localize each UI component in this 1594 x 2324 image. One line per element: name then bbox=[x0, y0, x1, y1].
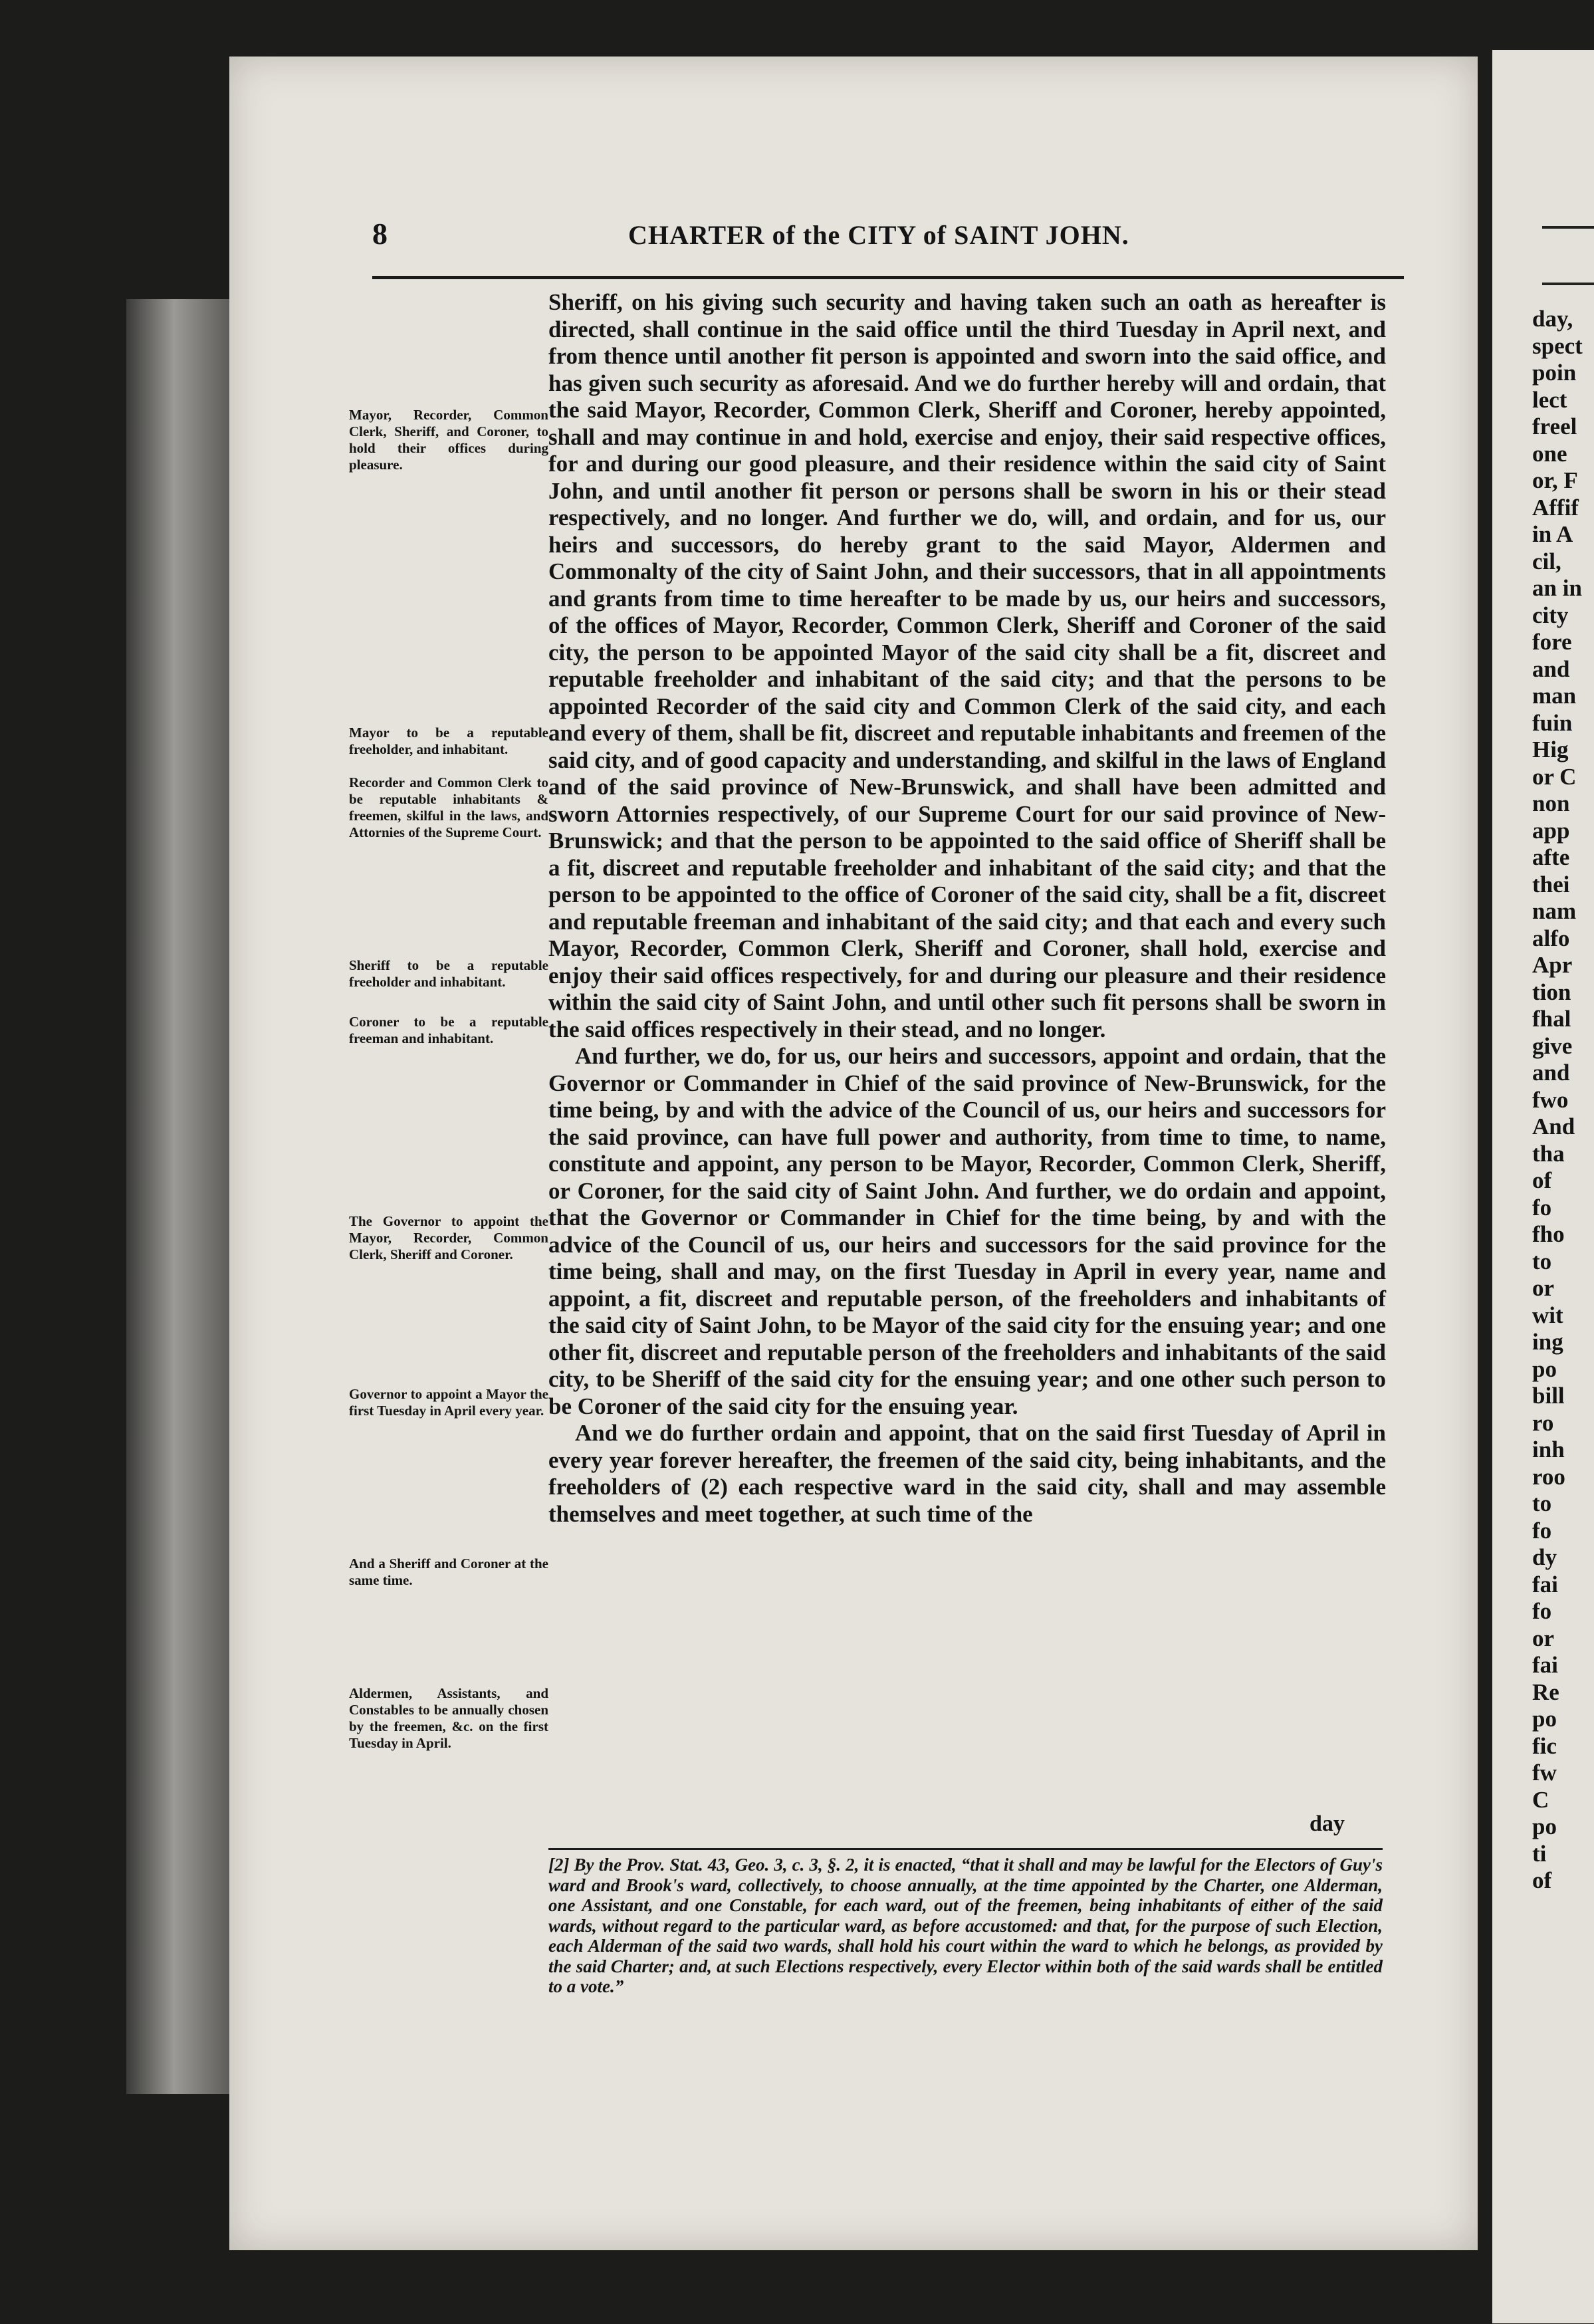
marginal-note: And a Sheriff and Coroner at the same time. bbox=[349, 1556, 548, 1588]
facing-page-line: of bbox=[1532, 1867, 1552, 1893]
catchword: day bbox=[1309, 1811, 1345, 1836]
facing-page-line: man bbox=[1532, 683, 1577, 709]
facing-page-line: po bbox=[1532, 1813, 1557, 1839]
facing-page-line: of bbox=[1532, 1167, 1552, 1193]
facing-page-rule bbox=[1542, 226, 1594, 229]
facing-page-line: fai bbox=[1532, 1571, 1558, 1597]
facing-page-line: to bbox=[1532, 1248, 1552, 1274]
marginal-note: Sheriff to be a reputable freeholder and inhabitant. bbox=[349, 957, 548, 990]
marginal-note: The Governor to appoint the Mayor, Recorder, Common Clerk, Sheriff and Coroner. bbox=[349, 1213, 548, 1262]
footnote: [2] By the Prov. Stat. 43, Geo. 3, c. 3, §. 2, it is enacted, “that it shall and may be lawful for the Electors of Guy's ward and Brook's ward, collectively, to choose annually, at the time appointed by the Charter, one Alderman, one Assistant, and one Constable, for each ward, out of the freemen, being inhabitants of either of the said wards, without regard to the particular ward, as before accustomed: and that, for the purpose of such Election, each Alderman of the said two wards, shall hold his court within the ward to which he belongs, as provided by the said Charter; and, at such Elections respectively, every Elector within both of the said wards shall be entitled to a vote.” bbox=[548, 1855, 1383, 1996]
facing-page-line: fo bbox=[1532, 1194, 1552, 1220]
facing-page-line: afte bbox=[1532, 844, 1570, 870]
facing-page-text bbox=[1532, 306, 1594, 1895]
facing-page-line: and bbox=[1532, 1060, 1570, 1086]
facing-page-line: freel bbox=[1532, 413, 1577, 439]
facing-page-line: tha bbox=[1532, 1140, 1565, 1167]
facing-page-line: alfo bbox=[1532, 925, 1570, 951]
facing-page-line: one bbox=[1532, 440, 1567, 467]
facing-page-line: to bbox=[1532, 1490, 1552, 1516]
facing-page-line: po bbox=[1532, 1706, 1557, 1732]
paragraph: Sheriff, on his giving such security and having taken such an oath as hereafter is directed, shall continue in the said office until the third Tuesday in April next, and from thence until another fit person is appointed and sworn into the said office, and has given such security as aforesaid. And we do further hereby will and ordain, that the said Mayor, Recorder, Common Clerk, Sheriff and Coroner, hereby appointed, shall and may continue in and hold, exercise and enjoy, their said respective offices, for and during our good pleasure, and their residence within the said city of Saint John, and until another fit person or persons shall be sworn in his or their stead respectively, and no longer. And further we do, will, and ordain, and for us, our heirs and successors, do hereby grant to the said Mayor, Aldermen and Commonalty of the city of Saint John, and their successors, that in all appointments and grants from time to time hereafter to be made by us, our heirs and successors, of the offices of Mayor, Recorder, Common Clerk, Sheriff and Coroner of the said city, the person to be appointed Mayor of the said city shall be a fit, discreet and reputable freeholder and inhabitant of the said city; and that the persons to be appointed Recorder of the said city and Common Clerk of the said city, and each and every of them, shall be fit, discreet and reputable inhabitants and freemen of the said city, and of good capacity and understanding, and skilful in the laws of England and of the said province of New-Brunswick, and shall have been admitted and sworn Attornies respectively, of our Supreme Court for our said province of New-Brunswick; and that the person to be appointed to the said office of Sheriff shall be a fit, discreet and reputable freeholder and inhabitant of the said city; and that the person to be appointed to the office of Coroner of the said city, shall be a fit, discreet and reputable freeman and inhabitant of the said city; and that each and every such Mayor, Recorder, Common Clerk, Sheriff and Coroner, shall hold, exercise and enjoy their said offices respectively, for and during our pleasure and their residence within the said city of Saint John, and until other such fit persons shall be sworn in the said offices respectively in their stead, and no longer. bbox=[548, 289, 1386, 1042]
marginal-note: Aldermen, Assistants, and Constables to be annually chosen by the freemen, &c. on the first Tuesday in April. bbox=[349, 1685, 548, 1751]
page-number: 8 bbox=[372, 217, 388, 251]
facing-page-line: wit bbox=[1532, 1302, 1563, 1328]
marginal-note: Mayor to be a reputable freeholder, and inhabitant. bbox=[349, 725, 548, 757]
facing-page-line: in A bbox=[1532, 521, 1573, 547]
facing-page-line: day, bbox=[1532, 306, 1573, 332]
facing-page-line: city bbox=[1532, 602, 1569, 628]
facing-page-line: fo bbox=[1532, 1517, 1552, 1544]
facing-page-line: spect bbox=[1532, 332, 1583, 359]
scan-edge-shadow bbox=[126, 299, 233, 2094]
facing-page-line: bill bbox=[1532, 1383, 1565, 1409]
facing-page-line: lect bbox=[1532, 386, 1567, 413]
facing-page-line: fw bbox=[1532, 1760, 1557, 1786]
facing-page-line: app bbox=[1532, 817, 1570, 844]
facing-page-line: Hig bbox=[1532, 737, 1569, 762]
facing-page-line: Apr bbox=[1532, 952, 1573, 978]
facing-page-line: fho bbox=[1532, 1221, 1565, 1247]
header-rule bbox=[372, 276, 1404, 279]
marginal-note: Recorder and Common Clerk to be reputable inhabitants & freemen, skilful in the laws, and Attornies of the Supreme Court. bbox=[349, 774, 548, 840]
facing-page-line: or, F bbox=[1532, 467, 1578, 493]
facing-page-line: cil, bbox=[1532, 548, 1561, 574]
facing-page-line: fuin bbox=[1532, 709, 1573, 736]
running-title: CHARTER of the CITY of SAINT JOHN. bbox=[628, 220, 1129, 250]
facing-page-line: an in bbox=[1532, 575, 1582, 601]
facing-page-line: fai bbox=[1532, 1652, 1558, 1678]
facing-page-line: Re bbox=[1532, 1679, 1559, 1705]
facing-page-line: ti bbox=[1532, 1840, 1547, 1867]
facing-page-line: fhal bbox=[1532, 1006, 1571, 1032]
facing-page-line: poin bbox=[1532, 360, 1577, 386]
facing-page-line: nam bbox=[1532, 898, 1577, 924]
facing-page-line: roo bbox=[1532, 1463, 1565, 1490]
facing-page-line: fore bbox=[1532, 629, 1572, 655]
facing-page-line: fo bbox=[1532, 1598, 1552, 1624]
paragraph: And further, we do, for us, our heirs and successors, appoint and ordain, that the Governor or Commander in Chief of the said province of New-Brunswick, for the time being, by and with the advice of the Council of us, our heirs and successors for the said province, can have full power and authority, from time to time, to name, constitute and appoint, any person to be Mayor, Recorder, Common Clerk, Sheriff, or Coroner, for the said city of Saint John. And further, we do ordain and appoint, that the Governor or Commander in Chief for the time being, by and with the advice of the Council of us, our heirs and successors for the said province for the time being, shall and may, on the first Tuesday in April in every year, name and appoint, a fit, discreet and reputable person, of the freeholders and inhabitants of the said city of Saint John, to be Mayor of the said city for the ensuing year; and one other fit, discreet and reputable person of the freeholders and inhabitants of the said city, to be Sheriff of the said city for the ensuing year; and one other such person to be Coroner of the said city for the ensuing year. bbox=[548, 1043, 1386, 1419]
facing-page-line: tion bbox=[1532, 979, 1571, 1005]
facing-page-line: fic bbox=[1532, 1732, 1557, 1759]
facing-page-line: ing bbox=[1532, 1329, 1563, 1355]
facing-page-rule bbox=[1542, 283, 1594, 285]
facing-page-line: And bbox=[1532, 1113, 1575, 1139]
facing-page-line: fwo bbox=[1532, 1086, 1569, 1113]
facing-page-line: or C bbox=[1532, 763, 1577, 790]
facing-page-line: po bbox=[1532, 1355, 1557, 1382]
facing-page-line: non bbox=[1532, 790, 1570, 816]
facing-page-line: inh bbox=[1532, 1437, 1565, 1462]
facing-page-line: or bbox=[1532, 1275, 1555, 1301]
facing-page-line: give bbox=[1532, 1032, 1573, 1059]
marginal-note: Governor to appoint a Mayor the first Tuesday in April every year. bbox=[349, 1386, 548, 1419]
main-text bbox=[548, 289, 1386, 1528]
marginal-note: Coroner to be a reputable freeman and inhabitant. bbox=[349, 1014, 548, 1046]
paragraph: And we do further ordain and appoint, that on the said first Tuesday of April in every year forever hereafter, the freemen of the said city, being inhabitants, and the freeholders of (2) each respective ward in the said city, shall and may assemble themselves and meet together, at such time of the bbox=[548, 1420, 1386, 1527]
footnote-rule bbox=[548, 1848, 1383, 1850]
facing-page-line: Affif bbox=[1532, 494, 1579, 521]
facing-page-line: ro bbox=[1532, 1409, 1554, 1436]
marginal-note: Mayor, Recorder, Common Clerk, Sheriff, and Coroner, to hold their offices during pleasure. bbox=[349, 407, 548, 473]
facing-page-line: thei bbox=[1532, 871, 1570, 897]
facing-page-line: and bbox=[1532, 655, 1570, 682]
facing-page-line: or bbox=[1532, 1625, 1555, 1651]
facing-page-line: dy bbox=[1532, 1544, 1557, 1570]
facing-page-line: C bbox=[1532, 1786, 1549, 1813]
